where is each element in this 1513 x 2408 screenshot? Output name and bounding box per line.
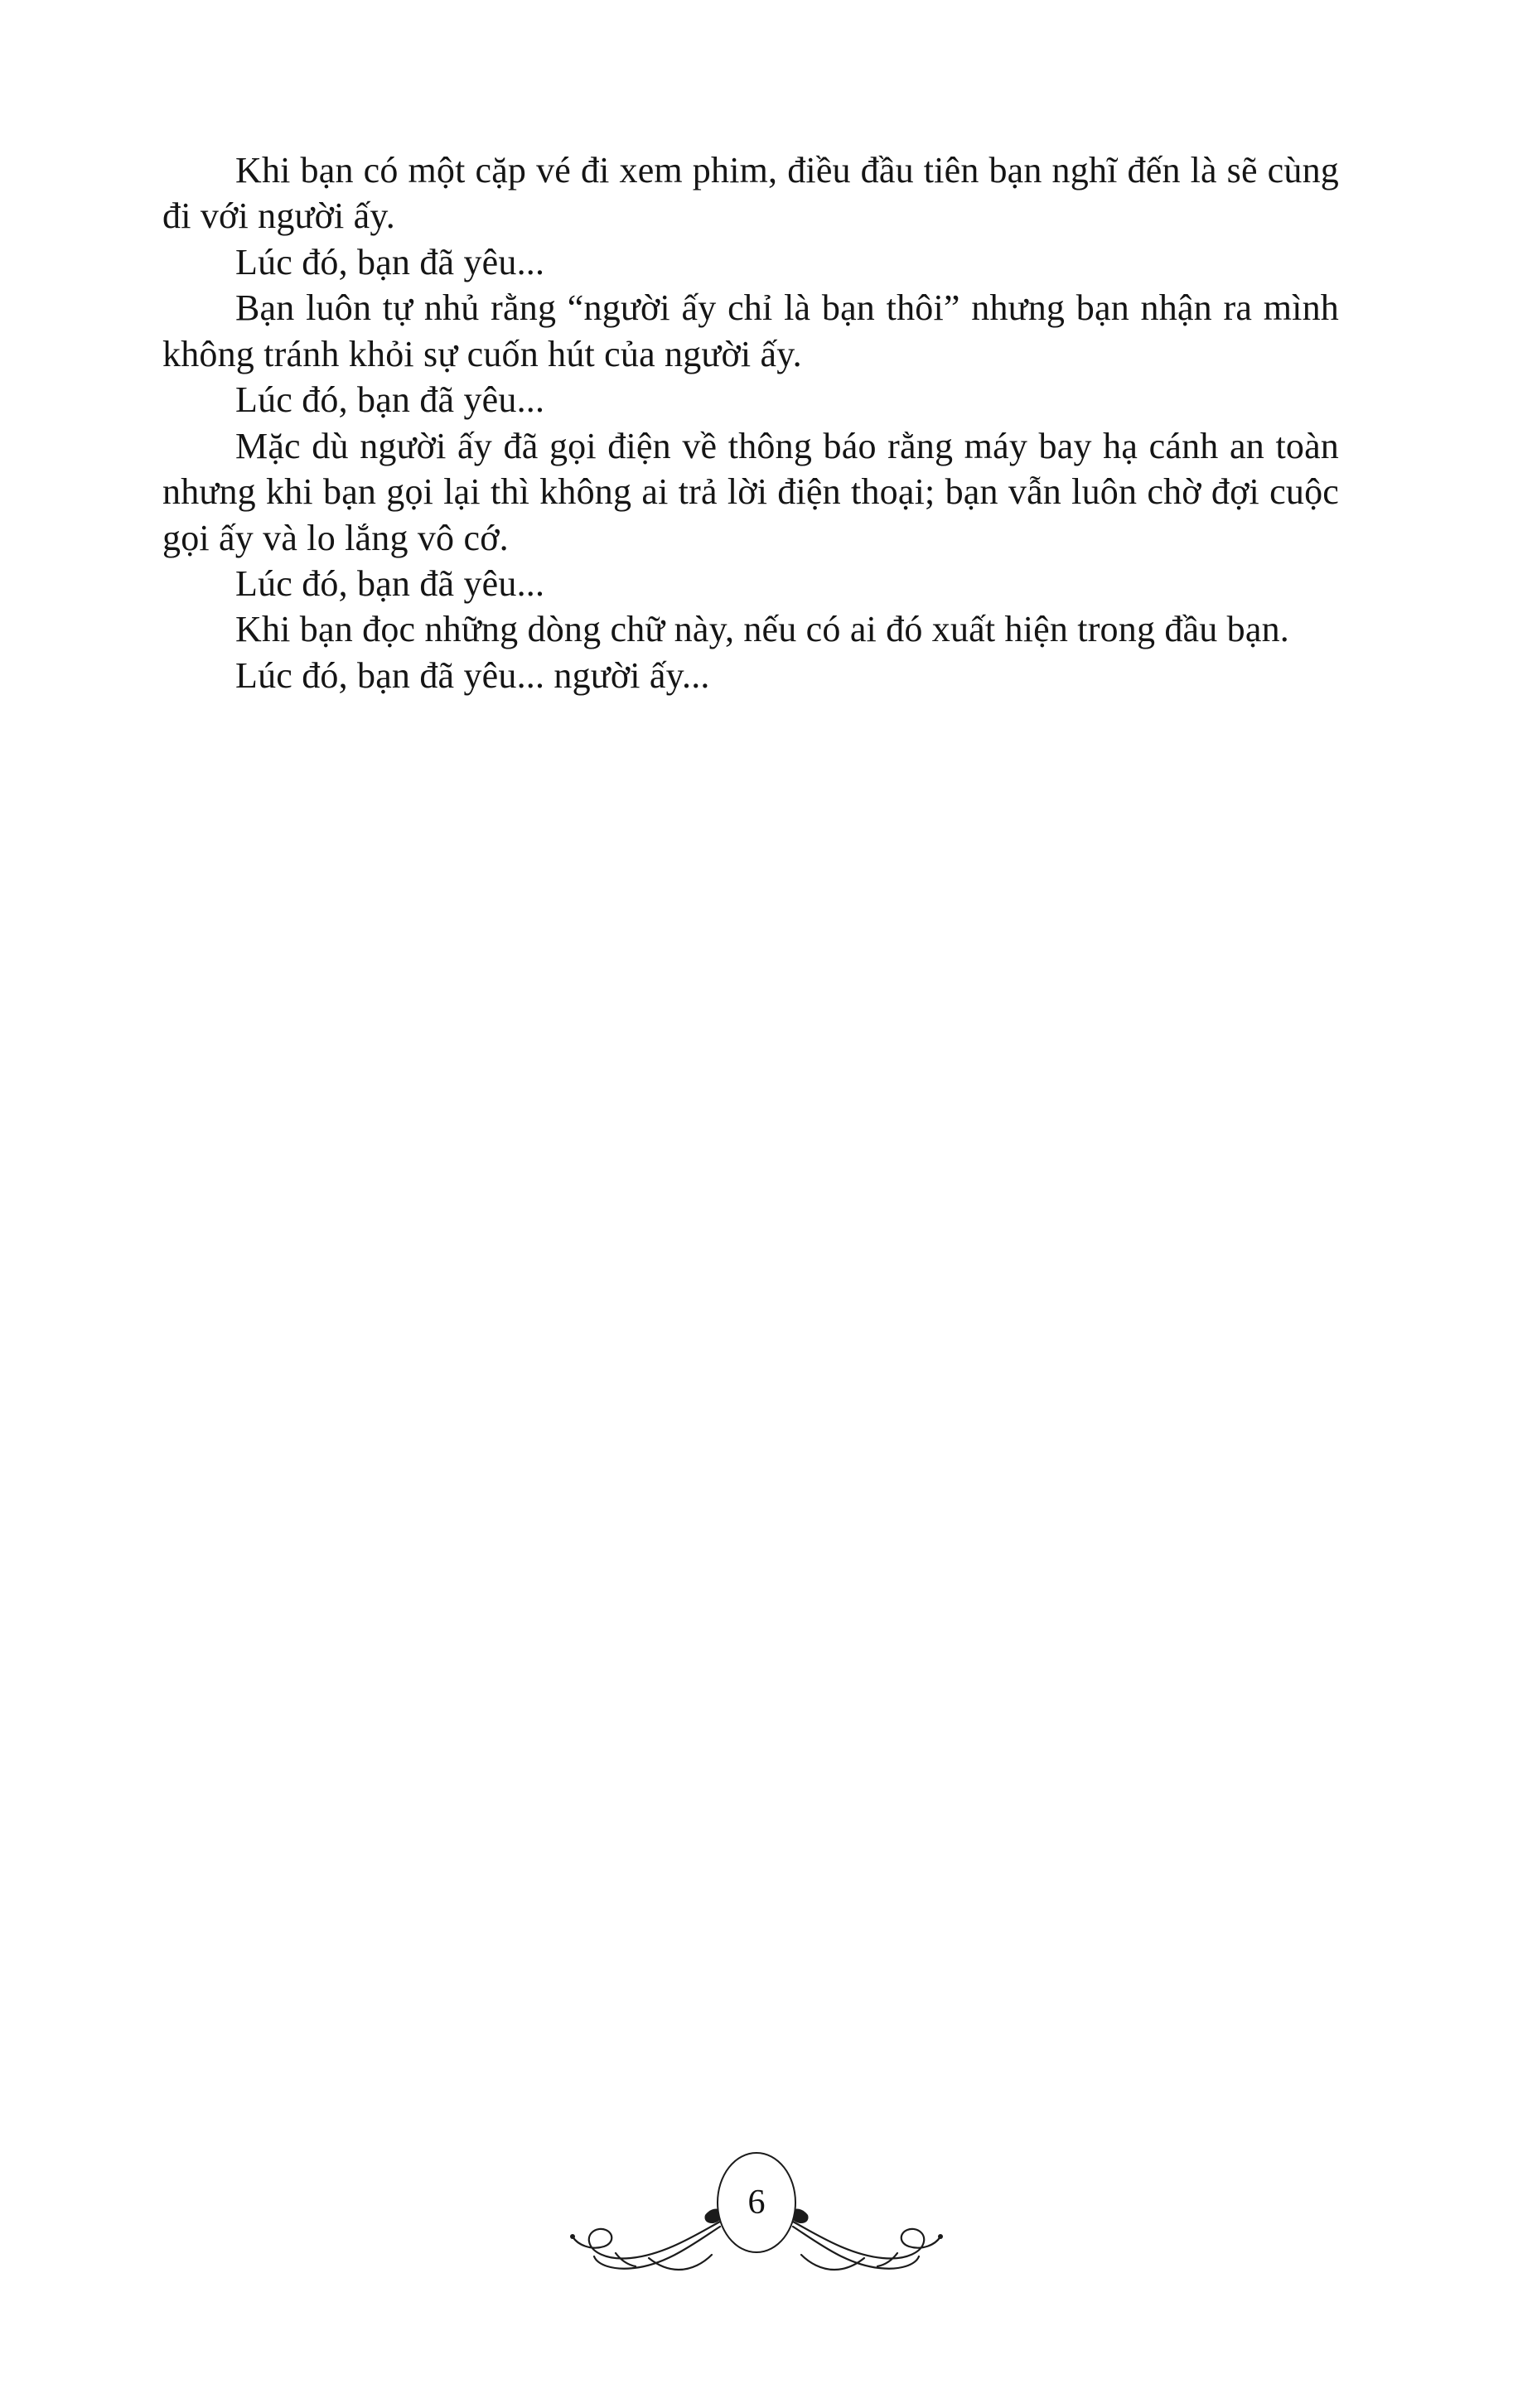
ornament-wrap (566, 2129, 947, 2319)
paragraph: Lúc đó, bạn đã yêu... (235, 379, 545, 421)
page-number: 6 (717, 2152, 796, 2253)
paragraph: Khi bạn đọc những dòng chữ này, nếu có ai đó xuất hiện trong đầu bạn. (235, 609, 1290, 650)
page-footer (0, 2129, 1513, 2344)
paragraph: Lúc đó, bạn đã yêu... (235, 241, 545, 282)
paragraph: Khi bạn có một cặp vé đi xem phim, điều đầu tiên bạn nghĩ đến là sẽ cùng đi với người ấy. (162, 150, 1339, 237)
paragraph: Lúc đó, bạn đã yêu... (235, 562, 545, 604)
page-body-text (162, 147, 1339, 698)
paragraph: Bạn luôn tự nhủ rằng “người ấy chỉ là bạn thôi” nhưng bạn nhận ra mình không tránh khỏi sự cuốn hút của người ấy. (162, 287, 1339, 374)
paragraph: Mặc dù người ấy đã gọi điện về thông báo rằng máy bay hạ cánh an toàn nhưng khi bạn gọi lại thì không ai trả lời điện thoại; bạn vẫn luôn chờ đợi cuộc gọi ấy và lo lắng vô cớ. (162, 425, 1339, 558)
paragraph: Lúc đó, bạn đã yêu... người ấy... (235, 654, 710, 696)
